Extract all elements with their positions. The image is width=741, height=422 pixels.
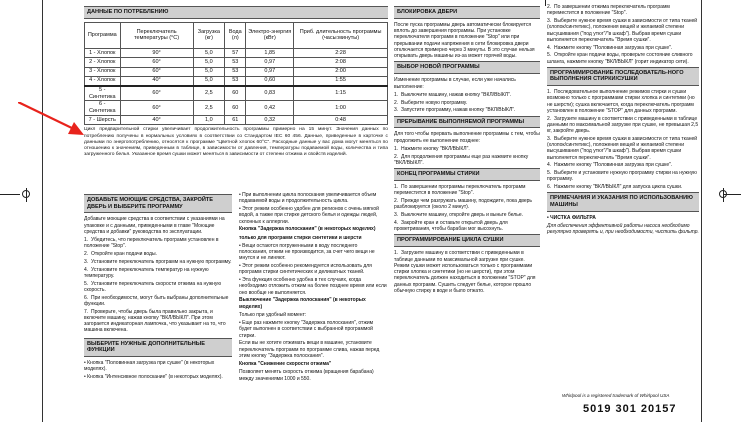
list-number: 1.: [547, 89, 552, 96]
table-cell: 60: [225, 86, 246, 101]
options-header: ВЫБЕРИТЕ НУЖНЫЕ ДОПОЛНИТЕЛЬНЫЕ ФУНКЦИИ: [84, 338, 232, 357]
rinse-list: [239, 192, 387, 225]
list-number: 1.: [394, 184, 399, 191]
table-cell: 61: [225, 116, 246, 125]
rinse-section: [239, 192, 387, 384]
list-number: 1.: [394, 145, 399, 152]
table-cell: 4 - Хлопок: [85, 76, 121, 85]
table-cell: 53: [225, 58, 246, 67]
spin-note: Если вы не хотите отжимать вещи в машине, установите переключатель программ по программе слива, нажав перед этим кнопку "Задержка полоскания".: [239, 340, 380, 359]
col-header: Переключатель температуры (°C): [120, 22, 193, 48]
interrupt-header: ПРЕРЫВАНИЕ ВЫПОЛНЯЕМОЙ ПРОГРАММЫ: [394, 116, 540, 129]
table-cell: 5,0: [193, 48, 224, 57]
table-cell: 0,97: [246, 67, 294, 76]
table-cell: 0,42: [246, 101, 294, 116]
list-text: Выберите нужное время сушки в зависимости от типа тканей (хлопок/синтетикс), положения вещей и желаемой степени высушивания ("под утюг"/"в шкаф"). Выбрав время сушки выполняется переключатель "Время сушки".: [547, 18, 698, 43]
table-cell: 40°: [120, 76, 193, 85]
list-number: 5.: [547, 170, 552, 177]
speed-title: Кнопка "Снижение скорости отжима": [239, 361, 332, 367]
list-item: [394, 154, 540, 167]
list-item: [547, 136, 699, 161]
crop-mark-left: [0, 194, 20, 195]
list-item: [394, 146, 540, 152]
list-number: 4.: [547, 162, 552, 169]
list-item: [547, 170, 699, 183]
table-cell: 90°: [120, 48, 193, 57]
table-cell: 2:00: [294, 67, 388, 76]
table-cell: 1:15: [294, 86, 388, 101]
list-text: Нажмите кнопку "Половинная загрузка при сушке".: [554, 44, 673, 51]
column-drying: [547, 4, 699, 238]
list-item: • Эта функция особенно удобна в тех случаях, когда необходимо отложить отжим на более позднее время или если оно вообще не выполняется.: [239, 277, 387, 296]
list-number: 2.: [547, 4, 552, 10]
list-text: Загрузите машину в соответствии с приведенными в таблице данными по максимальной загрузке при сушке, не превышая 2,5 кг, закройте дверь.: [547, 115, 699, 135]
spin-title: Выключение "Задержка полоскания" (в некоторых моделях): [239, 297, 366, 310]
list-number: 2.: [394, 198, 399, 205]
list-item: • При выполнении цикла полоскания увеличивается объем подаваемой воды и продолжительность цикла.: [239, 192, 387, 205]
table-cell: 1 - Хлопок: [85, 48, 121, 57]
list-item: [394, 92, 540, 98]
table-cell: 3 - Хлопок: [85, 67, 121, 76]
list-item: [394, 250, 540, 294]
list-item: • Кнопка "Интенсивное полоскание" (в некоторых моделях).: [84, 374, 232, 380]
list-text: Выберите новую программу.: [401, 99, 468, 106]
list-item: [394, 220, 540, 233]
table-cell: 5,0: [193, 67, 224, 76]
end-wash-steps: [394, 184, 540, 232]
delay-sub: только для программ стирки синтетики и шерсти: [239, 234, 362, 241]
table-row: [85, 67, 388, 76]
table-cell: 57: [225, 48, 246, 57]
speed-text: Позволяет менять скорость отжима (вращения барабана) между значениями 1000 и 550.: [239, 369, 374, 382]
spin-list: [239, 320, 387, 339]
table-cell: 0,60: [246, 76, 294, 85]
list-text: Нажмите кнопку "ВКЛ/ВЫКЛ".: [401, 145, 470, 152]
detergent-intro: Добавьте моющие средства в соответствии с указаниями на упаковке и с данными, приведенными в главе "Моющие средства и добавки" руководства по эксплуатации.: [84, 216, 225, 235]
list-item: [394, 184, 540, 197]
list-text: Установите переключатель программ на нужную программу.: [91, 258, 232, 265]
column-consumption: [84, 4, 388, 160]
delay-list: [239, 243, 387, 296]
list-item: [547, 116, 699, 135]
filter-title: • ЧИСТКА ФИЛЬТРА: [547, 215, 699, 221]
drying-steps: [547, 4, 699, 65]
table-cell: 0:48: [294, 116, 388, 125]
col-header: Загрузка (кг): [193, 22, 224, 48]
list-item: • Этот режим особенно рекомендуется использовать для программ стирки синтетических и деликатных тканей.: [239, 263, 387, 276]
registration-mark-left: [22, 190, 30, 198]
consumption-note: Цикл предварительной стирки увеличивает продолжительность программы примерно на 15 минут. Значения данных по потреблению получены в нормальных условиях в соответствии со Стандартом IEC 60 456. Данные, приведенные в карточке с данными по энергопотреблению, относятся к программе "Цветной хлопок 60°C". Расходные данные у вас дома могут меняться по отношению к значениям, приведенным в таблице, в зависимости от давления, температуры подаваемой воды, количества и типа загруженного белья. Указанное время сушки может меняться в зависимости от степени отжима и свойств изделий.: [84, 127, 388, 157]
list-number: 3.: [547, 135, 552, 142]
list-text: Откройте кран подачи воды.: [91, 251, 157, 258]
table-cell: 60°: [120, 101, 193, 116]
col-header: Электро-энергия (кВт): [246, 22, 294, 48]
options-list: [84, 360, 232, 380]
list-number: 3.: [547, 18, 552, 24]
list-item: [84, 295, 232, 308]
consumption-header: ДАННЫЕ ПО ПОТРЕБЛЕНИЮ: [84, 6, 388, 19]
detergent-section: [84, 192, 232, 382]
list-text: Выберите нужное время сушки в зависимости от типа тканей (хлопок/синтетикс), положения вещей и желаемой степени высушивания ("под утюг"/"в шкаф"). Выбрав время сушки выполняется переключатель "Время сушки".: [547, 135, 698, 161]
list-number: 3.: [84, 258, 89, 265]
list-item: [84, 237, 232, 250]
table-cell: 5,0: [193, 76, 224, 85]
list-number: 5.: [547, 52, 552, 59]
list-item: [547, 89, 699, 114]
list-number: 6.: [84, 294, 89, 301]
list-number: 4.: [84, 266, 89, 273]
list-text: Откройте кран подачи воды, проверьте состояние сливного шланга, нажмите кнопку "ВКЛ/ВЫКЛ" (горит индикатор сети).: [547, 52, 693, 65]
filter-text: Для обеспечения эффективной работы насоса необходимо регулярно проверять и, при необходимости, чистить фильтр.: [547, 223, 699, 236]
consumption-table: [84, 22, 388, 125]
table-cell: 1,0: [193, 116, 224, 125]
list-item: [394, 100, 540, 106]
list-number: 4.: [547, 44, 552, 51]
table-cell: 60: [225, 101, 246, 116]
table-cell: 0,97: [246, 58, 294, 67]
list-text: Выключите машину, нажав кнопку "ВКЛ/ВЫКЛ".: [401, 91, 512, 98]
list-item: [547, 18, 699, 43]
column-door-program: [394, 4, 540, 296]
table-cell: 53: [225, 67, 246, 76]
document-code: 5019 301 20157: [583, 403, 677, 415]
list-item: [547, 52, 699, 65]
list-item: [84, 267, 232, 280]
table-cell: 60°: [120, 58, 193, 67]
list-text: Установите переключатель температур на нужную температуру.: [84, 266, 209, 279]
list-item: [547, 162, 699, 168]
list-number: 6.: [547, 184, 552, 191]
col-header: Программа: [85, 22, 121, 48]
list-text: Нажмите кнопку "Половинная загрузка при сушке".: [554, 162, 673, 169]
table-cell: 2,5: [193, 86, 224, 101]
list-item: [394, 198, 540, 211]
table-row: [85, 116, 388, 125]
list-text: По завершении отжима переключатель программ переместится в положение "Stop".: [547, 4, 670, 17]
list-item: • Кнопка "Половинная загрузка при сушке" (в некоторых моделях).: [84, 360, 232, 373]
list-item: [84, 251, 232, 257]
table-cell: 60°: [120, 86, 193, 101]
list-number: 2.: [84, 251, 89, 258]
detergent-steps: [84, 237, 232, 334]
sequence-steps: [547, 89, 699, 190]
list-item: [394, 107, 540, 113]
list-number: 5.: [84, 280, 89, 287]
door-lock-text: После пуска программы дверь автоматически блокируется вплоть до завершения программы. При установке переключателя программ в положение "Stop" или при прерывании подачи напряжения в сети блокировка двери отключается примерно через 3 минуты. В это случае нельзя открывать дверь машины из-за может горячей воды.: [394, 21, 535, 60]
list-number: 3.: [394, 107, 399, 114]
col-header: Вода (л): [225, 22, 246, 48]
list-text: Для продолжения программы еще раз нажмите кнопку "ВКЛ/ВЫКЛ".: [394, 153, 529, 166]
table-cell: 1,85: [246, 48, 294, 57]
list-item: [84, 309, 232, 334]
list-text: Проверьте, чтобы дверь была правильно закрыта, и включите машину, нажав кнопку "ВКЛ/ВЫКЛ". При этом загорается индикаторная лампочка, что указывает на то, что машина включена.: [84, 308, 226, 334]
table-cell: 2:28: [294, 48, 388, 57]
table-row: [85, 48, 388, 57]
table-row: [85, 101, 388, 116]
table-cell: 53: [225, 76, 246, 85]
list-number: 1.: [394, 91, 399, 98]
table-cell: 0,32: [246, 116, 294, 125]
delay-title: Кнопка "Задержка полоскания" (в некоторых моделях): [239, 226, 376, 233]
list-number: 4.: [394, 219, 399, 226]
list-text: Установите переключатель скорости отжима на нужную скорость.: [84, 280, 222, 293]
list-text: Выберите и установите нужную программу стирки на нужную программу.: [547, 170, 697, 183]
table-cell: 2 - Хлопок: [85, 58, 121, 67]
list-item: [547, 184, 699, 190]
change-prog-steps: [394, 92, 540, 114]
detergent-header: ДОБАВЬТЕ МОЮЩИЕ СРЕДСТВА, ЗАКРОЙТЕ ДВЕРЬ И ВЫБЕРИТЕ ПРОГРАММУ: [84, 194, 232, 213]
dry-prog-steps: [394, 250, 540, 294]
table-cell: 1:55: [294, 76, 388, 85]
list-item: • Этот режим особенно удобен для регионов с очень мягкой водой, а также при стирке детского белья и одежды людей, склонных к аллергии.: [239, 206, 387, 225]
registration-mark-right: [719, 190, 727, 198]
list-number: 1.: [84, 237, 89, 244]
list-text: Запустите программу, нажав кнопку "ВКЛ/ВЫКЛ".: [401, 107, 516, 114]
crop-mark-top: [545, 0, 546, 6]
list-number: 7.: [84, 308, 89, 315]
interrupt-intro: Для того чтобы прервать выполнение программы с тем, чтобы продолжить ее выполнение позднее:: [394, 131, 540, 144]
sequence-header: ПРОГРАММИРОВАНИЕ ПОСЛЕДОВАТЕЛЬ-НОГО ВЫПОЛНЕНИЯ СТИРКИ/СУШКИ: [547, 67, 699, 86]
spin-sub: Только при удобный момент:: [239, 311, 307, 318]
list-item: [84, 259, 232, 265]
table-row: [85, 76, 388, 85]
table-cell: 5 - Синтетика: [85, 86, 121, 101]
trademark-note: Whirlpool is a registered trademark of Whirlpool USA: [562, 393, 670, 398]
list-item: [547, 4, 699, 17]
dry-prog-header: ПРОГРАММИРОВАНИЕ ЦИКЛА СУШКИ: [394, 234, 540, 247]
interrupt-steps: [394, 146, 540, 166]
change-prog-header: ВЫБОР НОВОЙ ПРОГРАММЫ: [394, 61, 540, 74]
table-row: [85, 86, 388, 101]
list-number: 2.: [394, 153, 399, 160]
table-cell: 60°: [120, 67, 193, 76]
end-wash-header: КОНЕЦ ПРОГРАММЫ СТИРКИ: [394, 168, 540, 181]
list-item: [547, 45, 699, 51]
list-number: 1.: [394, 250, 399, 257]
red-arrow-icon: [18, 102, 88, 144]
table-row: [85, 58, 388, 67]
col-header: Приб. длительность программы (часы:минуты): [294, 22, 388, 48]
door-lock-header: БЛОКИРОВКА ДВЕРИ: [394, 6, 540, 19]
list-text: Закройте кран и оставьте открытой дверь для проветривания, чтобы барабан мог высохнуть.: [394, 219, 508, 233]
list-item: • Еще раз нажмите кнопку "Задержка полоскания", отжим будет выполнен в соответствии с выбранной программой стирки.: [239, 320, 387, 339]
list-text: Последовательное выполнение режимов стирки и сушки возможно только с программами стирки хлопка и синтетики (но не шерсти); сушка включается, когда переключатель программ установлен в положение "STOP" для данных программ.: [547, 89, 695, 114]
table-cell: 2,5: [193, 101, 224, 116]
list-text: Нажмите кнопку "ВКЛ/ВЫКЛ" для запуска цикла сушки.: [554, 184, 683, 191]
table-cell: 40°: [120, 116, 193, 125]
notes-header: ПРИМЕЧАНИЯ И УКАЗАНИЯ ПО ИСПОЛЬЗОВАНИЮ МАШИНЫ: [547, 192, 699, 211]
list-item: [394, 212, 540, 218]
list-item: • Вещи остаются погруженными в воду последнего полоскания, отжим не производится, за счет чего вещи не мнутся и не линяют.: [239, 243, 387, 262]
list-text: Загрузите машину в соответствии с приведенными в таблице данными по максимальной загрузке при сушке. Режим сушки может использоваться только с программами стирки хлопка и синтетики (но не шерсти), при этом переключатель должен находиться в положении "STOP" для данных программ. Сушить следует белье, которое прошло обычную стирку в воде и было отжато.: [394, 250, 536, 294]
list-text: По завершении программы переключатель программ переместится в положение "Stop".: [394, 184, 526, 197]
table-cell: 1:00: [294, 101, 388, 116]
table-cell: 6 - Синтетика: [85, 101, 121, 116]
list-number: 2.: [547, 115, 552, 122]
list-number: 2.: [394, 99, 399, 106]
list-text: Прежде чем разгружать машину, подождите, пока дверь разблокируется (около 2 минут).: [394, 198, 533, 211]
list-text: Выключите машину, откройте дверь и выньте белье.: [401, 212, 523, 219]
table-cell: 5,0: [193, 58, 224, 67]
list-number: 3.: [394, 212, 399, 219]
table-cell: 0,83: [246, 86, 294, 101]
list-text: При необходимости, могут быть выбраны дополнительные функции.: [84, 294, 229, 307]
table-cell: 2:08: [294, 58, 388, 67]
list-item: [84, 281, 232, 294]
change-prog-intro: Изменение программы в случае, если уже начались выполнение:: [394, 77, 516, 90]
list-text: Убедитесь, что переключатель программ установлен в положение "Stop".: [84, 237, 219, 250]
table-cell: 7 - Шерсть: [85, 116, 121, 125]
